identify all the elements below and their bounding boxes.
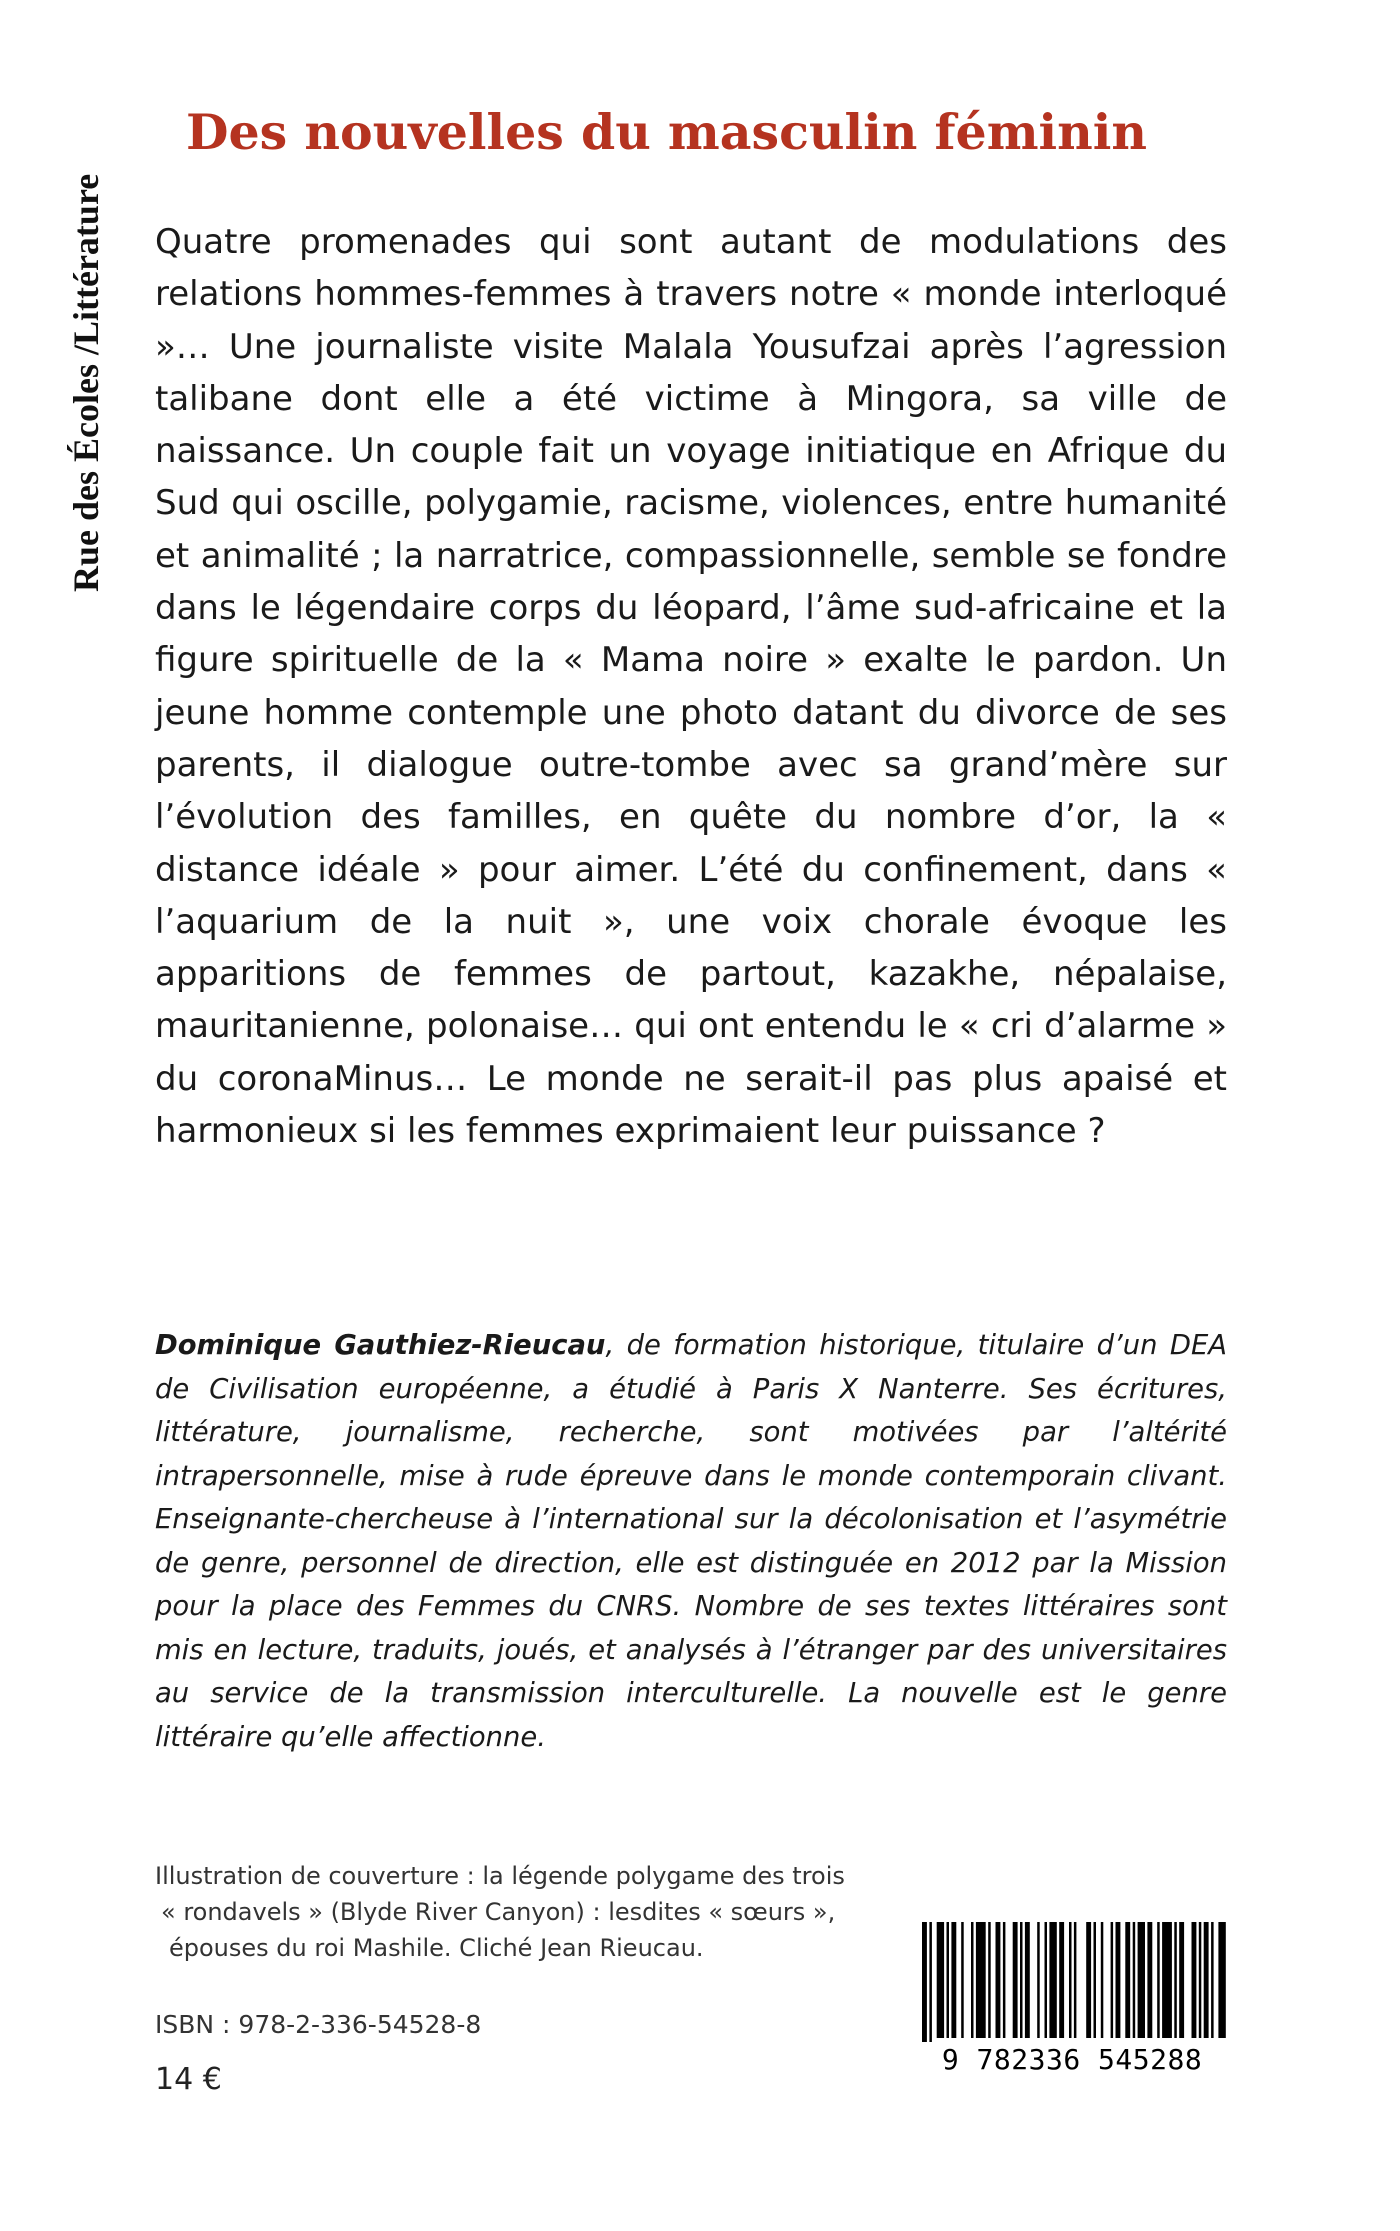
barcode-bar [1192,1922,1197,2038]
credit-line-2: « rondavels » (Blyde River Canyon) : lesdites « sœurs », [161,1898,836,1926]
author-bio [155,1324,1227,1759]
barcode-bar [971,1922,974,2038]
barcode-bar [1218,1922,1225,2038]
barcode-bar [951,1922,956,2038]
barcode-bar [1125,1922,1130,2038]
barcode-bar [1133,1922,1136,2038]
barcode-bar [1157,1922,1160,2038]
barcode-bar [1037,1922,1040,2038]
barcode-bar [1020,1922,1023,2038]
barcode-bar [922,1922,927,2042]
barcode-bar [1138,1922,1145,2038]
barcode-bar [1025,1922,1030,2038]
barcode-bar [1199,1922,1202,2038]
cover-illustration-credit [155,1858,915,1966]
barcode-bar [961,1922,964,2038]
barcode-bar [1111,1922,1114,2038]
author-bio-text: , de formation historique, titulaire d’un DEA de Civilisation européenne, a étudié à Paris X Nanterre. Ses écritures, littérature, journalisme, recherche, sont motivées par l’altérité intrapersonnelle, mise à rude épreuve dans le monde contemporain clivant. Enseignante-chercheuse à l’international sur la décolonisation et l’asymétrie de genre, personnel de direction, elle est distinguée en 2012 par la Mission pour la place des Femmes du CNRS. Nombre de ses textes littéraires sont mis en lecture, traduits, joués, et analysés à l’étranger par des universitaires au service de la transmission interculturelle. La nouvelle est le genre littéraire qu’elle affectionne. [155,1330,1228,1753]
barcode-bar [1147,1922,1152,2038]
barcode-bar [1086,1922,1091,2038]
credit-line-1: Illustration de couverture : la légende polygame des trois [155,1862,845,1890]
barcode-bar [1116,1922,1121,2038]
barcode-bar [1049,1922,1056,2038]
book-title: Des nouvelles du masculin féminin [186,103,1148,161]
barcode-bar [929,1922,932,2042]
barcode-bar [1003,1922,1006,2038]
barcode-bar [1045,1922,1048,2038]
barcode-bar [1174,1922,1177,2038]
barcode-bar [1069,1922,1072,2038]
barcode-bar [947,1922,950,2038]
spine-collection-label: Rue des Écoles /Littérature [66,173,106,592]
barcode-bar [1179,1922,1184,2038]
author-name: Dominique Gauthiez-Rieucau [155,1330,606,1361]
barcode-bar [1101,1922,1104,2038]
barcode-bar [1013,1922,1018,2038]
barcode [916,1920,1228,2086]
barcode-bar [1204,1922,1209,2038]
barcode-bar [937,1922,944,2038]
credit-line-3: épouses du roi Mashile. Cliché Jean Rieucau. [169,1934,704,1962]
barcode-bar [1059,1922,1064,2038]
barcode-bar [1211,1922,1214,2038]
barcode-bar [1074,1922,1077,2038]
barcode-bar [1162,1922,1172,2038]
price-label: 14 € [155,2062,222,2097]
barcode-number: 9 782336 545288 [941,2043,1203,2076]
barcode-bar [1094,1922,1097,2038]
book-summary: Quatre promenades qui sont autant de modulations des relations hommes-femmes à travers notre « monde interloqué »… Une journaliste visite Malala Yousufzai après l’agression talibane dont elle a été victime à Mingora, sa ville de naissance. Un couple fait un voyage initiatique en Afrique du Sud qui oscille, polygamie, racisme, violences, entre humanité et animalité ; la narratrice, compassionnelle, semble se fondre dans le légendaire corps du léopard, l’âme sud-africaine et la figure spirituelle de la « Mama noire » exalte le pardon. Un jeune homme contemple une photo datant du divorce de ses parents, il dialogue outre-tombe avec sa grand’mère sur l’évolution des familles, en quête du nombre d’or, la « distance idéale » pour aimer. L’été du confinement, dans « l’aquarium de la nuit », une voix chorale évoque les apparitions de femmes de partout, kazakhe, népalaise, mauritanienne, polonaise… qui ont entendu le « cri d’alarme » du coronaMinus… Le monde ne serait-il pas plus apaisé et harmonieux si les femmes exprimaient leur puissance ? [155,222,1227,1152]
barcode-bar [976,1922,986,2038]
isbn-label: ISBN : 978-2-336-54528-8 [155,2010,482,2039]
barcode-bars [916,1920,1228,2044]
barcode-bar [996,1922,1001,2038]
barcode-bar [988,1922,991,2038]
